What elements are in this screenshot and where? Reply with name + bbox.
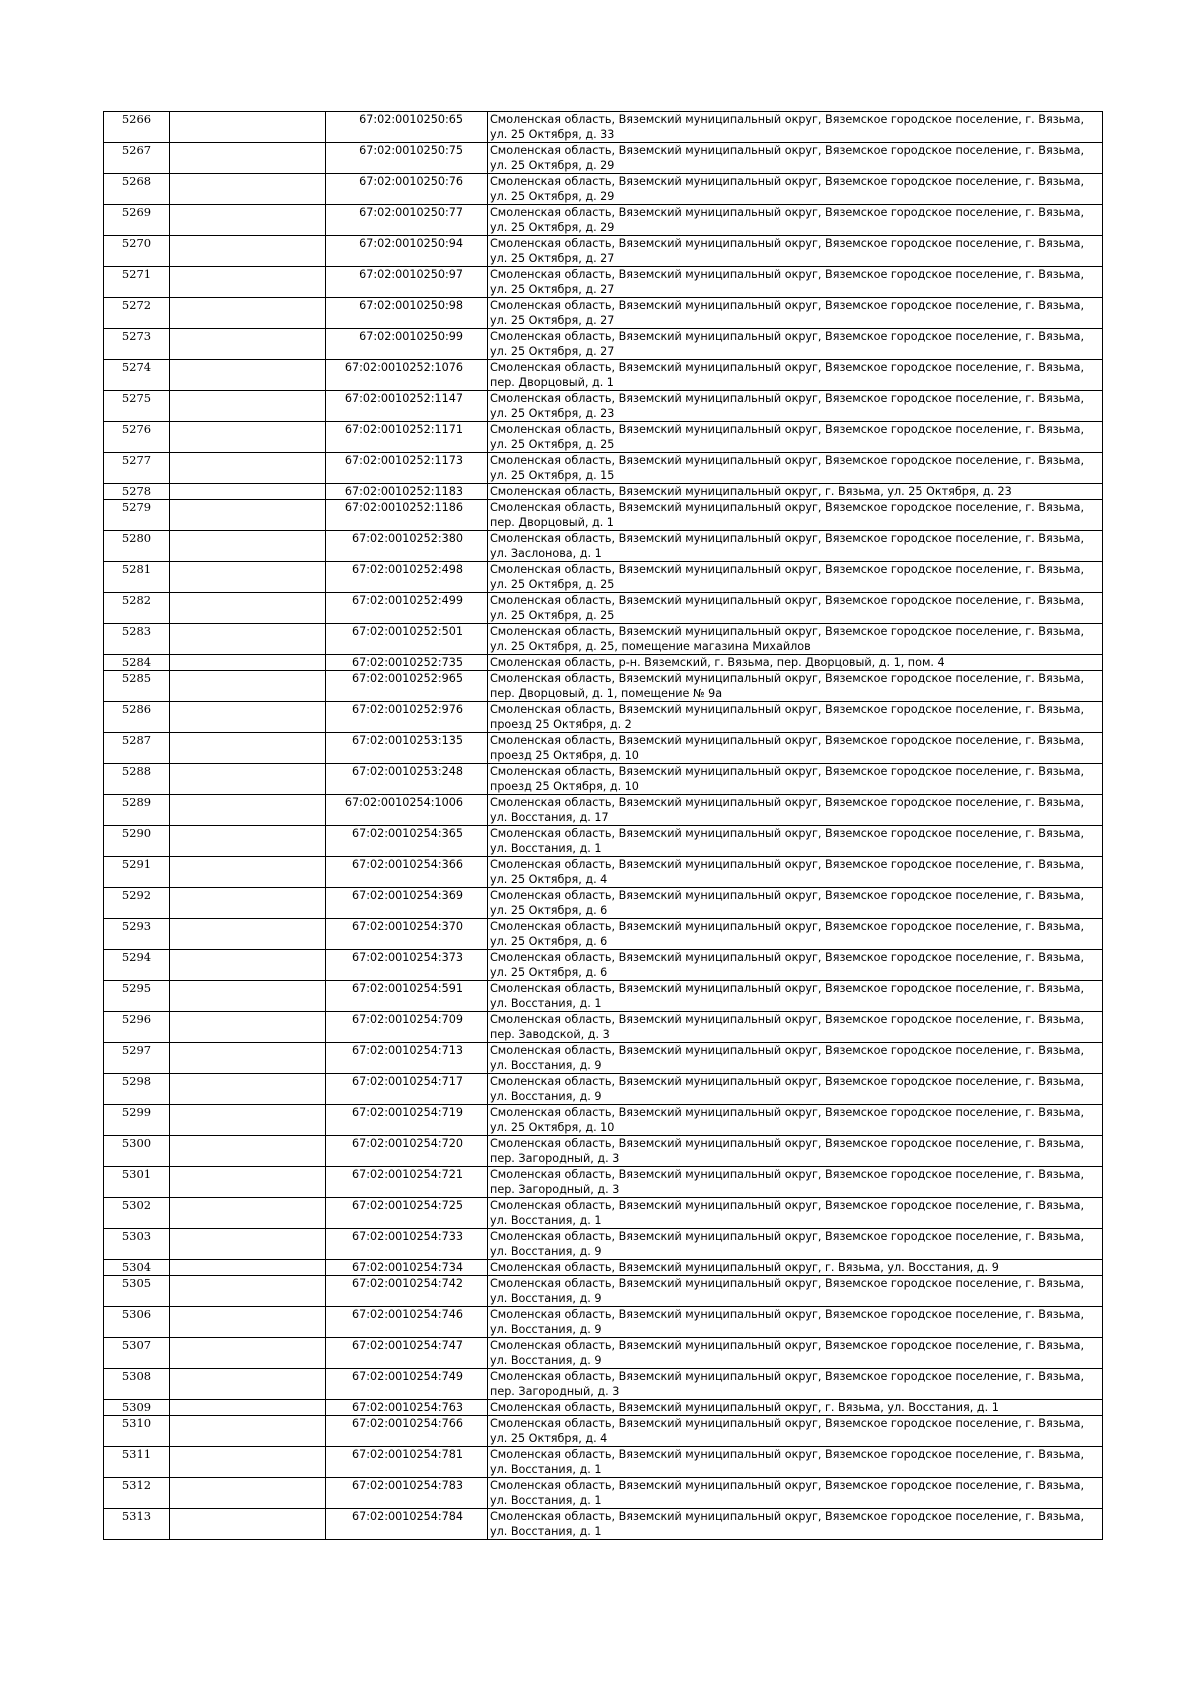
cadastral-number-cell: 67:02:0010254:373	[326, 950, 488, 981]
cadastral-number-cell: 67:02:0010254:766	[326, 1416, 488, 1447]
row-number-cell: 5273	[104, 329, 170, 360]
table-row	[104, 795, 1103, 826]
table-row	[104, 624, 1103, 655]
empty-cell	[170, 1447, 326, 1478]
empty-cell	[170, 1416, 326, 1447]
empty-cell	[170, 950, 326, 981]
empty-cell	[170, 702, 326, 733]
row-number-cell: 5307	[104, 1338, 170, 1369]
address-cell: Смоленская область, Вяземский муниципальный округ, Вяземское городское поселение, г. Вязьма, ул. 25 Октября, д. 25	[488, 422, 1103, 453]
row-number-cell: 5275	[104, 391, 170, 422]
empty-cell	[170, 1074, 326, 1105]
table-row	[104, 764, 1103, 795]
address-cell: Смоленская область, Вяземский муниципальный округ, Вяземское городское поселение, г. Вязьма, ул. 25 Октября, д. 27	[488, 329, 1103, 360]
table-row	[104, 174, 1103, 205]
table-row	[104, 1338, 1103, 1369]
empty-cell	[170, 624, 326, 655]
address-cell: Смоленская область, Вяземский муниципальный округ, Вяземское городское поселение, г. Вязьма, пер. Загородный, д. 3	[488, 1167, 1103, 1198]
row-number-cell: 5299	[104, 1105, 170, 1136]
row-number-cell: 5288	[104, 764, 170, 795]
row-number-cell: 5285	[104, 671, 170, 702]
table-row	[104, 593, 1103, 624]
table-row	[104, 1074, 1103, 1105]
empty-cell	[170, 1509, 326, 1540]
empty-cell	[170, 1012, 326, 1043]
registry-table-body	[104, 112, 1103, 1540]
row-number-cell: 5297	[104, 1043, 170, 1074]
table-row	[104, 391, 1103, 422]
table-row	[104, 1229, 1103, 1260]
empty-cell	[170, 484, 326, 500]
empty-cell	[170, 919, 326, 950]
row-number-cell: 5310	[104, 1416, 170, 1447]
table-row	[104, 1198, 1103, 1229]
row-number-cell: 5313	[104, 1509, 170, 1540]
empty-cell	[170, 655, 326, 671]
address-cell: Смоленская область, Вяземский муниципальный округ, Вяземское городское поселение, г. Вязьма, ул. Восстания, д. 1	[488, 826, 1103, 857]
address-cell: Смоленская область, Вяземский муниципальный округ, Вяземское городское поселение, г. Вязьма, ул. Восстания, д. 9	[488, 1276, 1103, 1307]
table-row	[104, 950, 1103, 981]
address-cell: Смоленская область, Вяземский муниципальный округ, Вяземское городское поселение, г. Вязьма, пер. Заводской, д. 3	[488, 1012, 1103, 1043]
table-row	[104, 205, 1103, 236]
address-cell: Смоленская область, Вяземский муниципальный округ, Вяземское городское поселение, г. Вязьма, ул. Восстания, д. 9	[488, 1307, 1103, 1338]
table-row	[104, 857, 1103, 888]
empty-cell	[170, 112, 326, 143]
empty-cell	[170, 826, 326, 857]
address-cell: Смоленская область, Вяземский муниципальный округ, Вяземское городское поселение, г. Вязьма, ул. Восстания, д. 9	[488, 1338, 1103, 1369]
empty-cell	[170, 1369, 326, 1400]
row-number-cell: 5276	[104, 422, 170, 453]
empty-cell	[170, 764, 326, 795]
row-number-cell: 5312	[104, 1478, 170, 1509]
cadastral-number-cell: 67:02:0010254:717	[326, 1074, 488, 1105]
table-row	[104, 298, 1103, 329]
row-number-cell: 5270	[104, 236, 170, 267]
cadastral-number-cell: 67:02:0010254:763	[326, 1400, 488, 1416]
cadastral-number-cell: 67:02:0010250:77	[326, 205, 488, 236]
empty-cell	[170, 298, 326, 329]
empty-cell	[170, 1338, 326, 1369]
cadastral-number-cell: 67:02:0010252:501	[326, 624, 488, 655]
row-number-cell: 5277	[104, 453, 170, 484]
cadastral-number-cell: 67:02:0010254:366	[326, 857, 488, 888]
empty-cell	[170, 360, 326, 391]
cadastral-number-cell: 67:02:0010252:1183	[326, 484, 488, 500]
address-cell: Смоленская область, Вяземский муниципальный округ, Вяземское городское поселение, г. Вязьма, ул. Восстания, д. 9	[488, 1043, 1103, 1074]
cadastral-number-cell: 67:02:0010254:747	[326, 1338, 488, 1369]
empty-cell	[170, 453, 326, 484]
empty-cell	[170, 267, 326, 298]
row-number-cell: 5269	[104, 205, 170, 236]
table-row	[104, 143, 1103, 174]
address-cell: Смоленская область, Вяземский муниципальный округ, Вяземское городское поселение, г. Вязьма, ул. 25 Октября, д. 29	[488, 205, 1103, 236]
address-cell: Смоленская область, Вяземский муниципальный округ, Вяземское городское поселение, г. Вязьма, пер. Загородный, д. 3	[488, 1369, 1103, 1400]
empty-cell	[170, 857, 326, 888]
row-number-cell: 5283	[104, 624, 170, 655]
row-number-cell: 5306	[104, 1307, 170, 1338]
cadastral-number-cell: 67:02:0010252:735	[326, 655, 488, 671]
cadastral-number-cell: 67:02:0010254:733	[326, 1229, 488, 1260]
table-row	[104, 1276, 1103, 1307]
cadastral-number-cell: 67:02:0010254:749	[326, 1369, 488, 1400]
address-cell: Смоленская область, Вяземский муниципальный округ, г. Вязьма, ул. 25 Октября, д. 23	[488, 484, 1103, 500]
address-cell: Смоленская область, Вяземский муниципальный округ, Вяземское городское поселение, г. Вязьма, ул. 25 Октября, д. 6	[488, 950, 1103, 981]
table-row	[104, 531, 1103, 562]
cadastral-number-cell: 67:02:0010252:1076	[326, 360, 488, 391]
cadastral-number-cell: 67:02:0010252:499	[326, 593, 488, 624]
cadastral-number-cell: 67:02:0010252:965	[326, 671, 488, 702]
cadastral-number-cell: 67:02:0010254:742	[326, 1276, 488, 1307]
row-number-cell: 5304	[104, 1260, 170, 1276]
table-row	[104, 1167, 1103, 1198]
address-cell: Смоленская область, Вяземский муниципальный округ, Вяземское городское поселение, г. Вязьма, ул. 25 Октября, д. 10	[488, 1105, 1103, 1136]
table-row	[104, 826, 1103, 857]
address-cell: Смоленская область, р-н. Вяземский, г. Вязьма, пер. Дворцовый, д. 1, пом. 4	[488, 655, 1103, 671]
row-number-cell: 5305	[104, 1276, 170, 1307]
address-cell: Смоленская область, Вяземский муниципальный округ, Вяземское городское поселение, г. Вязьма, ул. 25 Октября, д. 27	[488, 267, 1103, 298]
row-number-cell: 5289	[104, 795, 170, 826]
address-cell: Смоленская область, Вяземский муниципальный округ, Вяземское городское поселение, г. Вязьма, ул. Восстания, д. 1	[488, 1447, 1103, 1478]
table-row	[104, 671, 1103, 702]
row-number-cell: 5272	[104, 298, 170, 329]
cadastral-number-cell: 67:02:0010254:784	[326, 1509, 488, 1540]
cadastral-number-cell: 67:02:0010254:720	[326, 1136, 488, 1167]
address-cell: Смоленская область, Вяземский муниципальный округ, Вяземское городское поселение, г. Вязьма, проезд 25 Октября, д. 10	[488, 764, 1103, 795]
cadastral-number-cell: 67:02:0010253:135	[326, 733, 488, 764]
row-number-cell: 5287	[104, 733, 170, 764]
row-number-cell: 5303	[104, 1229, 170, 1260]
table-row	[104, 1105, 1103, 1136]
cadastral-number-cell: 67:02:0010250:76	[326, 174, 488, 205]
table-row	[104, 981, 1103, 1012]
cadastral-number-cell: 67:02:0010252:498	[326, 562, 488, 593]
row-number-cell: 5311	[104, 1447, 170, 1478]
address-cell: Смоленская область, Вяземский муниципальный округ, Вяземское городское поселение, г. Вязьма, пер. Дворцовый, д. 1	[488, 500, 1103, 531]
table-row	[104, 1307, 1103, 1338]
table-row	[104, 888, 1103, 919]
row-number-cell: 5268	[104, 174, 170, 205]
row-number-cell: 5284	[104, 655, 170, 671]
cadastral-number-cell: 67:02:0010250:98	[326, 298, 488, 329]
cadastral-number-cell: 67:02:0010250:97	[326, 267, 488, 298]
row-number-cell: 5300	[104, 1136, 170, 1167]
address-cell: Смоленская область, Вяземский муниципальный округ, Вяземское городское поселение, г. Вязьма, ул. 25 Октября, д. 29	[488, 174, 1103, 205]
address-cell: Смоленская область, Вяземский муниципальный округ, Вяземское городское поселение, г. Вязьма, ул. Восстания, д. 9	[488, 1229, 1103, 1260]
address-cell: Смоленская область, Вяземский муниципальный округ, Вяземское городское поселение, г. Вязьма, проезд 25 Октября, д. 2	[488, 702, 1103, 733]
address-cell: Смоленская область, Вяземский муниципальный округ, Вяземское городское поселение, г. Вязьма, ул. 25 Октября, д. 25, помещение магазина Михайлов	[488, 624, 1103, 655]
address-cell: Смоленская область, Вяземский муниципальный округ, Вяземское городское поселение, г. Вязьма, ул. 25 Октября, д. 27	[488, 298, 1103, 329]
cadastral-number-cell: 67:02:0010253:248	[326, 764, 488, 795]
empty-cell	[170, 1136, 326, 1167]
row-number-cell: 5293	[104, 919, 170, 950]
address-cell: Смоленская область, Вяземский муниципальный округ, Вяземское городское поселение, г. Вязьма, ул. Восстания, д. 9	[488, 1074, 1103, 1105]
cadastral-number-cell: 67:02:0010254:370	[326, 919, 488, 950]
address-cell: Смоленская область, Вяземский муниципальный округ, Вяземское городское поселение, г. Вязьма, ул. Восстания, д. 1	[488, 1478, 1103, 1509]
address-cell: Смоленская область, Вяземский муниципальный округ, Вяземское городское поселение, г. Вязьма, ул. 25 Октября, д. 4	[488, 857, 1103, 888]
row-number-cell: 5309	[104, 1400, 170, 1416]
address-cell: Смоленская область, Вяземский муниципальный округ, г. Вязьма, ул. Восстания, д. 1	[488, 1400, 1103, 1416]
document-page	[103, 111, 1102, 1540]
address-cell: Смоленская область, Вяземский муниципальный округ, Вяземское городское поселение, г. Вязьма, ул. Восстания, д. 1	[488, 1509, 1103, 1540]
address-cell: Смоленская область, Вяземский муниципальный округ, Вяземское городское поселение, г. Вязьма, ул. 25 Октября, д. 4	[488, 1416, 1103, 1447]
address-cell: Смоленская область, Вяземский муниципальный округ, Вяземское городское поселение, г. Вязьма, ул. 25 Октября, д. 29	[488, 143, 1103, 174]
cadastral-number-cell: 67:02:0010254:709	[326, 1012, 488, 1043]
empty-cell	[170, 205, 326, 236]
table-row	[104, 562, 1103, 593]
table-row	[104, 500, 1103, 531]
row-number-cell: 5286	[104, 702, 170, 733]
table-row	[104, 1369, 1103, 1400]
table-row	[104, 1447, 1103, 1478]
cadastral-number-cell: 67:02:0010254:781	[326, 1447, 488, 1478]
empty-cell	[170, 981, 326, 1012]
empty-cell	[170, 1400, 326, 1416]
address-cell: Смоленская область, Вяземский муниципальный округ, г. Вязьма, ул. Восстания, д. 9	[488, 1260, 1103, 1276]
row-number-cell: 5302	[104, 1198, 170, 1229]
cadastral-number-cell: 67:02:0010254:365	[326, 826, 488, 857]
table-row	[104, 655, 1103, 671]
empty-cell	[170, 391, 326, 422]
cadastral-number-cell: 67:02:0010250:75	[326, 143, 488, 174]
table-row	[104, 1043, 1103, 1074]
address-cell: Смоленская область, Вяземский муниципальный округ, Вяземское городское поселение, г. Вязьма, проезд 25 Октября, д. 10	[488, 733, 1103, 764]
row-number-cell: 5266	[104, 112, 170, 143]
empty-cell	[170, 500, 326, 531]
row-number-cell: 5267	[104, 143, 170, 174]
empty-cell	[170, 593, 326, 624]
row-number-cell: 5274	[104, 360, 170, 391]
cadastral-number-cell: 67:02:0010254:591	[326, 981, 488, 1012]
empty-cell	[170, 733, 326, 764]
address-cell: Смоленская область, Вяземский муниципальный округ, Вяземское городское поселение, г. Вязьма, ул. 25 Октября, д. 27	[488, 236, 1103, 267]
table-row	[104, 112, 1103, 143]
table-row	[104, 702, 1103, 733]
cadastral-number-cell: 67:02:0010254:725	[326, 1198, 488, 1229]
empty-cell	[170, 795, 326, 826]
address-cell: Смоленская область, Вяземский муниципальный округ, Вяземское городское поселение, г. Вязьма, ул. 25 Октября, д. 6	[488, 888, 1103, 919]
empty-cell	[170, 1167, 326, 1198]
cadastral-number-cell: 67:02:0010254:721	[326, 1167, 488, 1198]
empty-cell	[170, 174, 326, 205]
table-row	[104, 1478, 1103, 1509]
cadastral-number-cell: 67:02:0010254:783	[326, 1478, 488, 1509]
address-cell: Смоленская область, Вяземский муниципальный округ, Вяземское городское поселение, г. Вязьма, ул. Восстания, д. 1	[488, 981, 1103, 1012]
row-number-cell: 5290	[104, 826, 170, 857]
cadastral-number-cell: 67:02:0010254:1006	[326, 795, 488, 826]
address-cell: Смоленская область, Вяземский муниципальный округ, Вяземское городское поселение, г. Вязьма, ул. 25 Октября, д. 25	[488, 562, 1103, 593]
row-number-cell: 5291	[104, 857, 170, 888]
empty-cell	[170, 422, 326, 453]
table-row	[104, 1260, 1103, 1276]
address-cell: Смоленская область, Вяземский муниципальный округ, Вяземское городское поселение, г. Вязьма, пер. Дворцовый, д. 1, помещение № 9а	[488, 671, 1103, 702]
cadastral-number-cell: 67:02:0010254:713	[326, 1043, 488, 1074]
table-row	[104, 1416, 1103, 1447]
row-number-cell: 5294	[104, 950, 170, 981]
table-row	[104, 236, 1103, 267]
address-cell: Смоленская область, Вяземский муниципальный округ, Вяземское городское поселение, г. Вязьма, ул. Восстания, д. 1	[488, 1198, 1103, 1229]
cadastral-number-cell: 67:02:0010252:380	[326, 531, 488, 562]
table-row	[104, 1136, 1103, 1167]
cadastral-number-cell: 67:02:0010252:1147	[326, 391, 488, 422]
cadastral-number-cell: 67:02:0010254:719	[326, 1105, 488, 1136]
cadastral-number-cell: 67:02:0010252:1173	[326, 453, 488, 484]
registry-table	[103, 111, 1103, 1540]
empty-cell	[170, 236, 326, 267]
table-row	[104, 329, 1103, 360]
empty-cell	[170, 329, 326, 360]
cadastral-number-cell: 67:02:0010250:99	[326, 329, 488, 360]
row-number-cell: 5280	[104, 531, 170, 562]
cadastral-number-cell: 67:02:0010254:734	[326, 1260, 488, 1276]
table-row	[104, 1509, 1103, 1540]
empty-cell	[170, 1260, 326, 1276]
row-number-cell: 5295	[104, 981, 170, 1012]
address-cell: Смоленская область, Вяземский муниципальный округ, Вяземское городское поселение, г. Вязьма, пер. Загородный, д. 3	[488, 1136, 1103, 1167]
empty-cell	[170, 1105, 326, 1136]
empty-cell	[170, 562, 326, 593]
empty-cell	[170, 888, 326, 919]
empty-cell	[170, 1229, 326, 1260]
cadastral-number-cell: 67:02:0010252:1186	[326, 500, 488, 531]
cadastral-number-cell: 67:02:0010252:976	[326, 702, 488, 733]
row-number-cell: 5296	[104, 1012, 170, 1043]
cadastral-number-cell: 67:02:0010254:746	[326, 1307, 488, 1338]
table-row	[104, 360, 1103, 391]
empty-cell	[170, 1478, 326, 1509]
row-number-cell: 5271	[104, 267, 170, 298]
address-cell: Смоленская область, Вяземский муниципальный округ, Вяземское городское поселение, г. Вязьма, ул. Заслонова, д. 1	[488, 531, 1103, 562]
address-cell: Смоленская область, Вяземский муниципальный округ, Вяземское городское поселение, г. Вязьма, ул. Восстания, д. 17	[488, 795, 1103, 826]
empty-cell	[170, 1198, 326, 1229]
table-row	[104, 919, 1103, 950]
address-cell: Смоленская область, Вяземский муниципальный округ, Вяземское городское поселение, г. Вязьма, пер. Дворцовый, д. 1	[488, 360, 1103, 391]
table-row	[104, 484, 1103, 500]
cadastral-number-cell: 67:02:0010250:65	[326, 112, 488, 143]
address-cell: Смоленская область, Вяземский муниципальный округ, Вяземское городское поселение, г. Вязьма, ул. 25 Октября, д. 23	[488, 391, 1103, 422]
table-row	[104, 422, 1103, 453]
empty-cell	[170, 1307, 326, 1338]
table-row	[104, 733, 1103, 764]
address-cell: Смоленская область, Вяземский муниципальный округ, Вяземское городское поселение, г. Вязьма, ул. 25 Октября, д. 15	[488, 453, 1103, 484]
empty-cell	[170, 1276, 326, 1307]
row-number-cell: 5301	[104, 1167, 170, 1198]
cadastral-number-cell: 67:02:0010250:94	[326, 236, 488, 267]
address-cell: Смоленская область, Вяземский муниципальный округ, Вяземское городское поселение, г. Вязьма, ул. 25 Октября, д. 33	[488, 112, 1103, 143]
empty-cell	[170, 143, 326, 174]
address-cell: Смоленская область, Вяземский муниципальный округ, Вяземское городское поселение, г. Вязьма, ул. 25 Октября, д. 6	[488, 919, 1103, 950]
row-number-cell: 5279	[104, 500, 170, 531]
empty-cell	[170, 531, 326, 562]
cadastral-number-cell: 67:02:0010254:369	[326, 888, 488, 919]
empty-cell	[170, 671, 326, 702]
empty-cell	[170, 1043, 326, 1074]
cadastral-number-cell: 67:02:0010252:1171	[326, 422, 488, 453]
table-row	[104, 1400, 1103, 1416]
row-number-cell: 5278	[104, 484, 170, 500]
table-row	[104, 267, 1103, 298]
table-row	[104, 1012, 1103, 1043]
row-number-cell: 5281	[104, 562, 170, 593]
row-number-cell: 5308	[104, 1369, 170, 1400]
row-number-cell: 5282	[104, 593, 170, 624]
row-number-cell: 5298	[104, 1074, 170, 1105]
address-cell: Смоленская область, Вяземский муниципальный округ, Вяземское городское поселение, г. Вязьма, ул. 25 Октября, д. 25	[488, 593, 1103, 624]
row-number-cell: 5292	[104, 888, 170, 919]
table-row	[104, 453, 1103, 484]
